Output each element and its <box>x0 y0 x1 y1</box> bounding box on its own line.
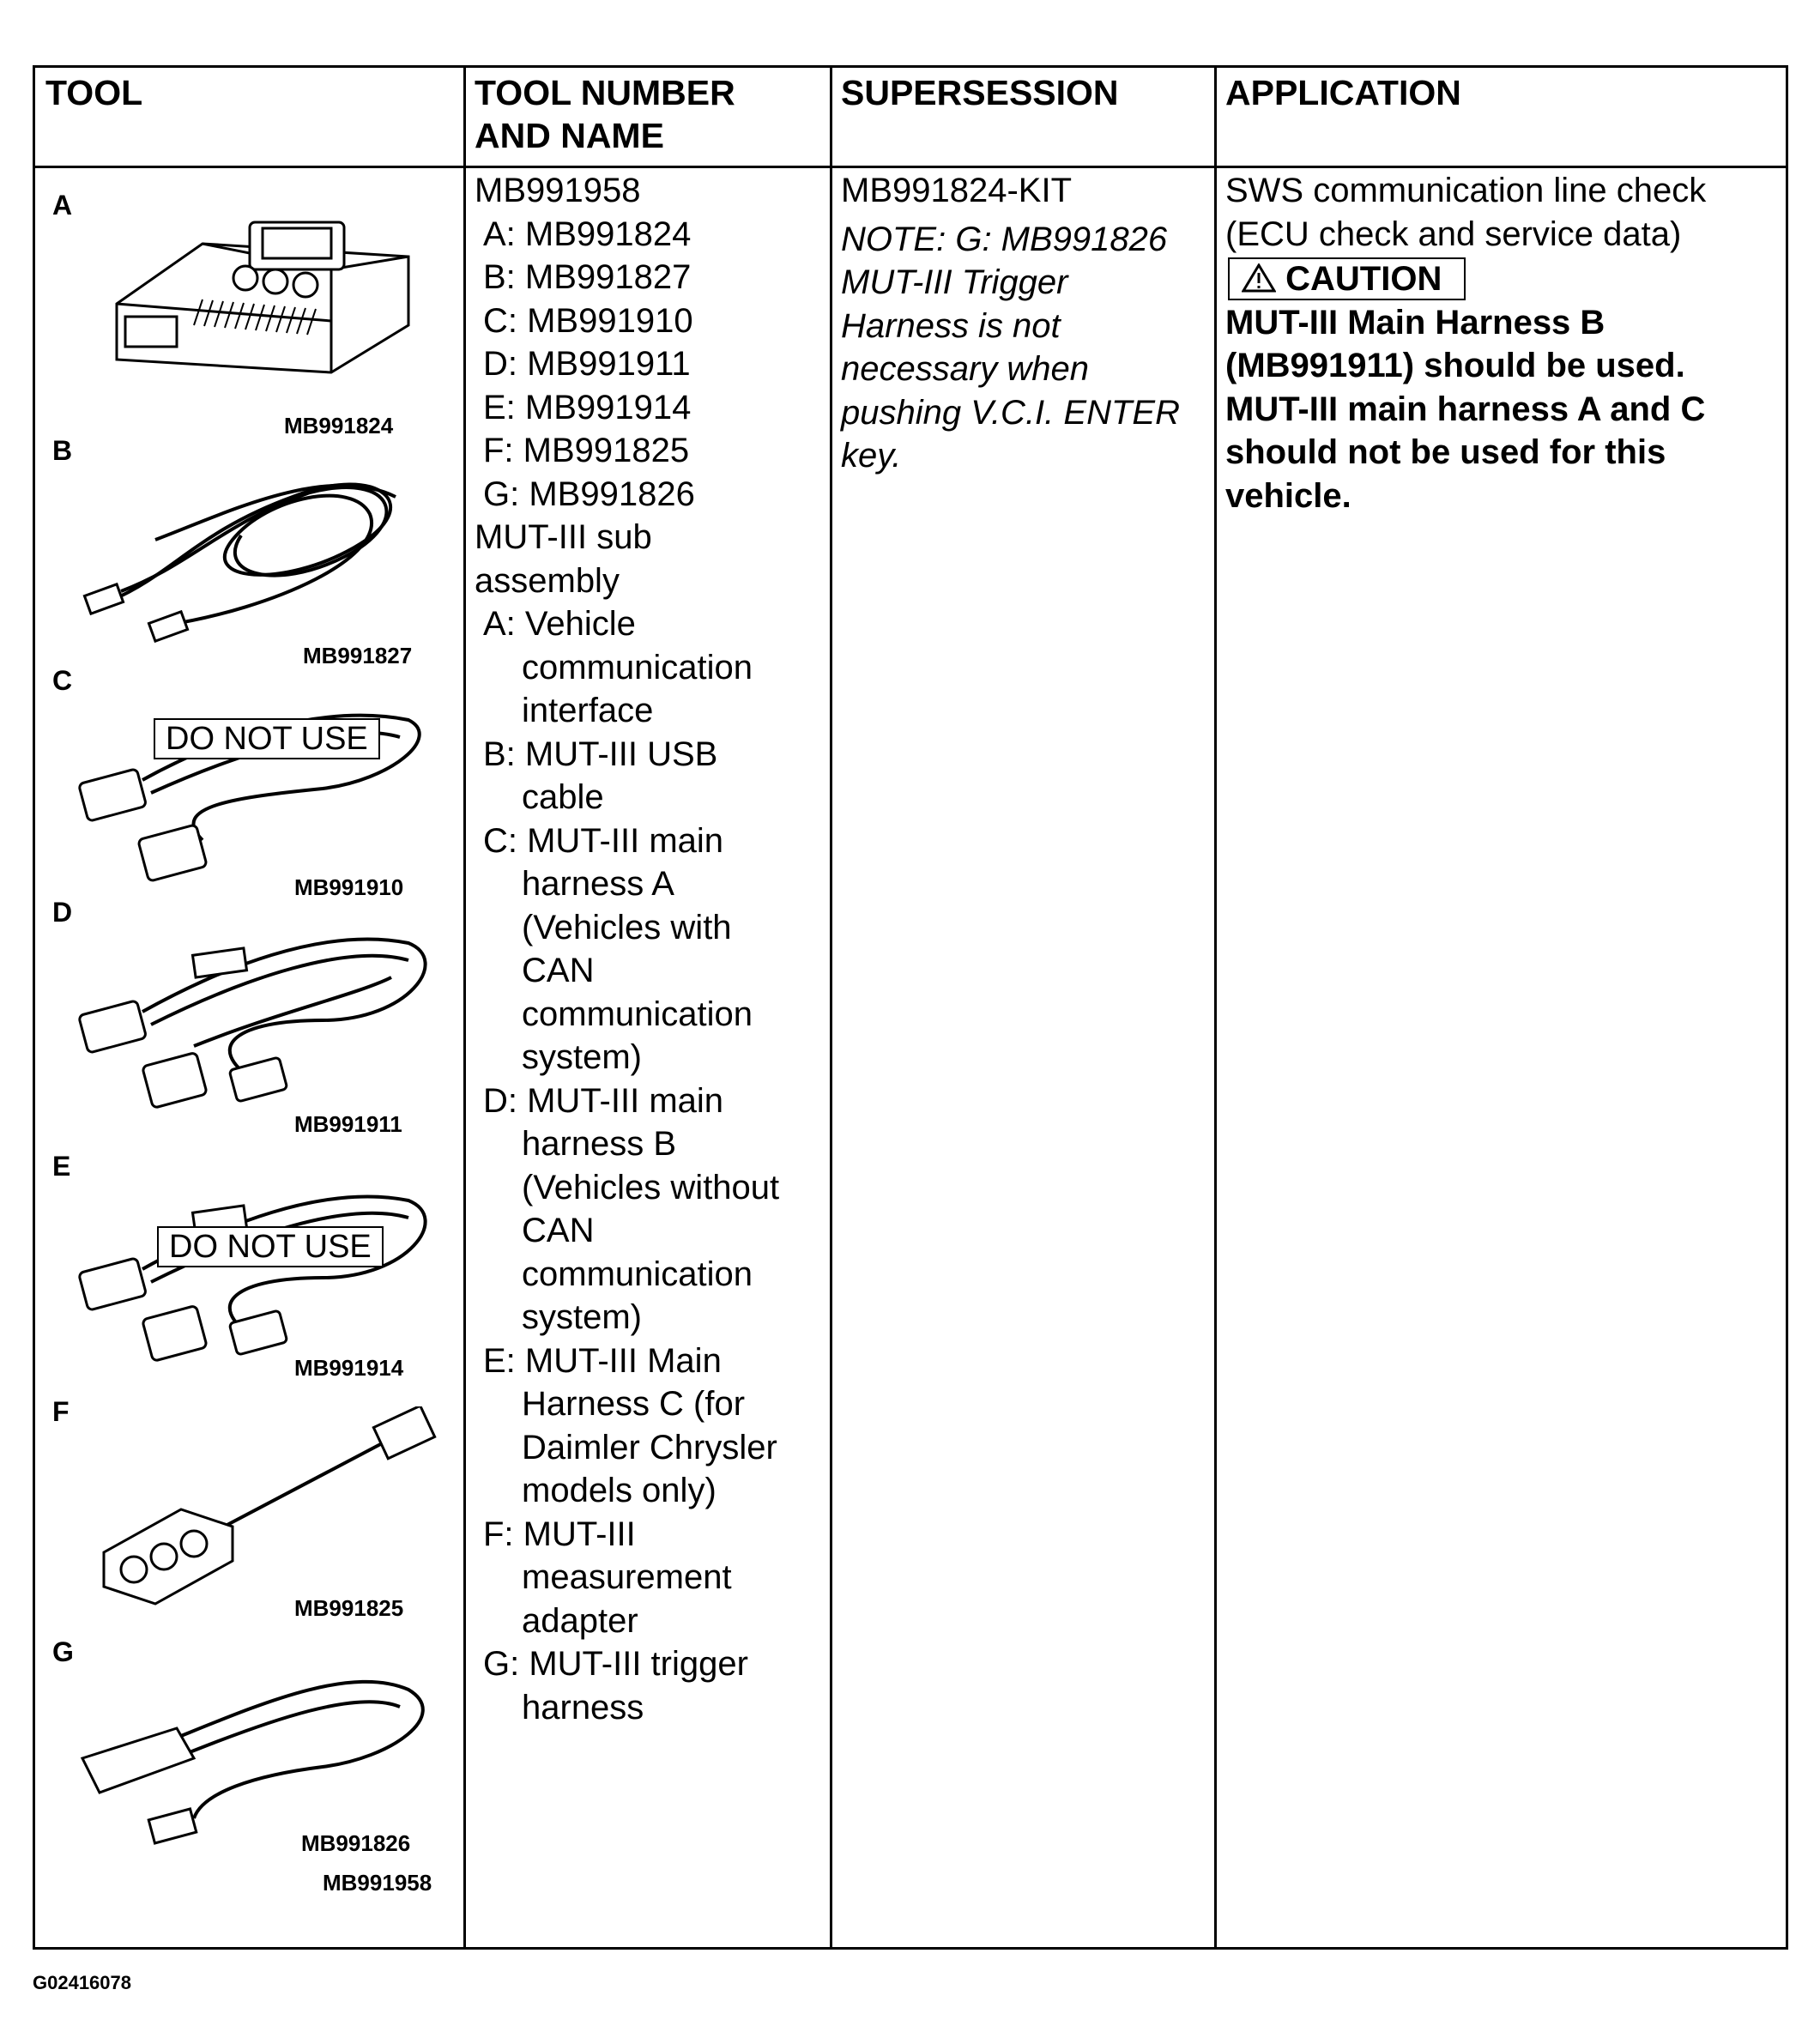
main-harness-a-figure <box>65 686 434 883</box>
application-line: SWS communication line check <box>1225 172 1707 209</box>
list-item: Harness C (for <box>522 1385 746 1423</box>
list-item: system) <box>522 1298 642 1336</box>
note-line: MUT-III Trigger <box>841 263 1068 301</box>
tool-code: MB991914 <box>294 1355 404 1381</box>
list-item: C: MB991910 <box>483 301 693 340</box>
tool-number-list <box>475 169 779 1729</box>
note-line: NOTE: G: MB991826 <box>841 220 1168 258</box>
main-harness-c-figure <box>65 1175 434 1372</box>
tool-code: MB991827 <box>303 643 413 668</box>
header-application: APPLICATION <box>1225 73 1461 112</box>
list-item: Daimler Chrysler <box>522 1428 777 1466</box>
tool-code: MB991911 <box>294 1111 402 1137</box>
list-item: harness <box>522 1688 644 1727</box>
trigger-harness-figure <box>65 1655 434 1853</box>
tool-letter: A <box>52 190 73 221</box>
column-divider <box>1214 68 1217 1947</box>
list-item: CAN <box>522 1212 595 1249</box>
list-item: system) <box>522 1038 642 1076</box>
list-item: harness B <box>522 1125 677 1163</box>
header-tool-number <box>475 71 735 157</box>
list-item: B: MB991827 <box>483 258 692 296</box>
list-item: CAN <box>522 952 595 989</box>
caution-line: should not be used for this <box>1225 433 1666 471</box>
caution-text <box>1225 301 1706 518</box>
tool-letter: G <box>52 1636 74 1667</box>
tool-code: MB991824 <box>284 413 394 438</box>
tool-code: MB991826 <box>301 1830 411 1856</box>
list-item: E: MUT-III Main <box>483 1341 722 1380</box>
special-tools-table <box>33 65 1788 1950</box>
list-item: F: MB991825 <box>483 432 690 469</box>
tool-letter: B <box>52 435 73 466</box>
list-item: measurement <box>522 1558 732 1596</box>
header-tool-number-line2: AND NAME <box>475 116 664 155</box>
caution-label: CAUTION <box>1285 260 1442 298</box>
list-item: A: Vehicle <box>483 605 636 643</box>
warning-triangle-icon <box>1242 263 1276 293</box>
list-item: harness A <box>522 865 674 903</box>
header-tool: TOOL <box>45 73 143 112</box>
list-item: C: MUT-III main <box>483 821 724 860</box>
caution-line: vehicle. <box>1225 476 1351 515</box>
vci-unit-figure <box>100 209 426 381</box>
kit-code: MB991958 <box>323 1870 432 1896</box>
tool-letter: E <box>52 1151 71 1182</box>
tool-letter: D <box>52 897 73 928</box>
note-line: Harness is not <box>841 306 1061 345</box>
note-line: pushing V.C.I. ENTER <box>841 393 1180 432</box>
list-item: (Vehicles with <box>522 908 732 946</box>
supersession-note <box>841 218 1180 478</box>
header-supersession: SUPERSESSION <box>841 73 1119 112</box>
list-item: D: MUT-III main <box>483 1081 724 1120</box>
caution-box <box>1228 257 1466 300</box>
list-item: E: MB991914 <box>483 388 692 426</box>
list-item: assembly <box>475 561 620 600</box>
list-item: communication <box>522 995 753 1033</box>
caution-line: MUT-III main harness A and C <box>1225 390 1706 428</box>
column-divider <box>463 68 466 1947</box>
column-divider <box>830 68 832 1947</box>
tool-code: MB991825 <box>294 1595 404 1621</box>
application-cell <box>1225 169 1706 517</box>
list-item: D: MB991911 <box>483 345 691 383</box>
list-item: interface <box>522 692 654 729</box>
list-item: adapter <box>522 1601 638 1640</box>
do-not-use-stamp: DO NOT USE <box>154 718 380 759</box>
list-item: B: MUT-III USB <box>483 735 718 773</box>
list-item: F: MUT-III <box>483 1515 636 1553</box>
list-item: G: MB991826 <box>483 475 695 513</box>
measurement-adapter-figure <box>87 1406 447 1612</box>
list-item: models only) <box>522 1472 717 1509</box>
tool-letter: C <box>52 665 73 696</box>
note-line: key. <box>841 437 902 475</box>
header-divider <box>35 166 1786 168</box>
list-item: (Vehicles without <box>522 1168 780 1206</box>
figure-code: G02416078 <box>33 1972 131 1993</box>
list-item: MUT-III sub <box>475 518 652 556</box>
usb-cable-figure <box>70 445 430 643</box>
do-not-use-stamp: DO NOT USE <box>157 1226 384 1267</box>
list-item: cable <box>522 778 604 816</box>
caution-line: (MB991911) should be used. <box>1225 347 1685 384</box>
note-line: necessary when <box>841 350 1090 388</box>
main-harness-b-figure <box>65 917 434 1115</box>
list-item: communication <box>522 1255 753 1293</box>
list-item: G: MUT-III trigger <box>483 1645 748 1683</box>
caution-line: MUT-III Main Harness B <box>1225 303 1605 342</box>
header-tool-number-line1: TOOL NUMBER <box>475 73 735 112</box>
list-item: MB991958 <box>475 172 641 209</box>
list-item: communication <box>522 648 753 686</box>
supersession-cell <box>841 169 1180 478</box>
list-item: A: MB991824 <box>483 215 692 253</box>
supersession-kit: MB991824-KIT <box>841 172 1073 209</box>
tool-letter: F <box>52 1396 70 1427</box>
tool-code: MB991910 <box>294 874 404 900</box>
application-line: (ECU check and service data) <box>1225 215 1682 253</box>
